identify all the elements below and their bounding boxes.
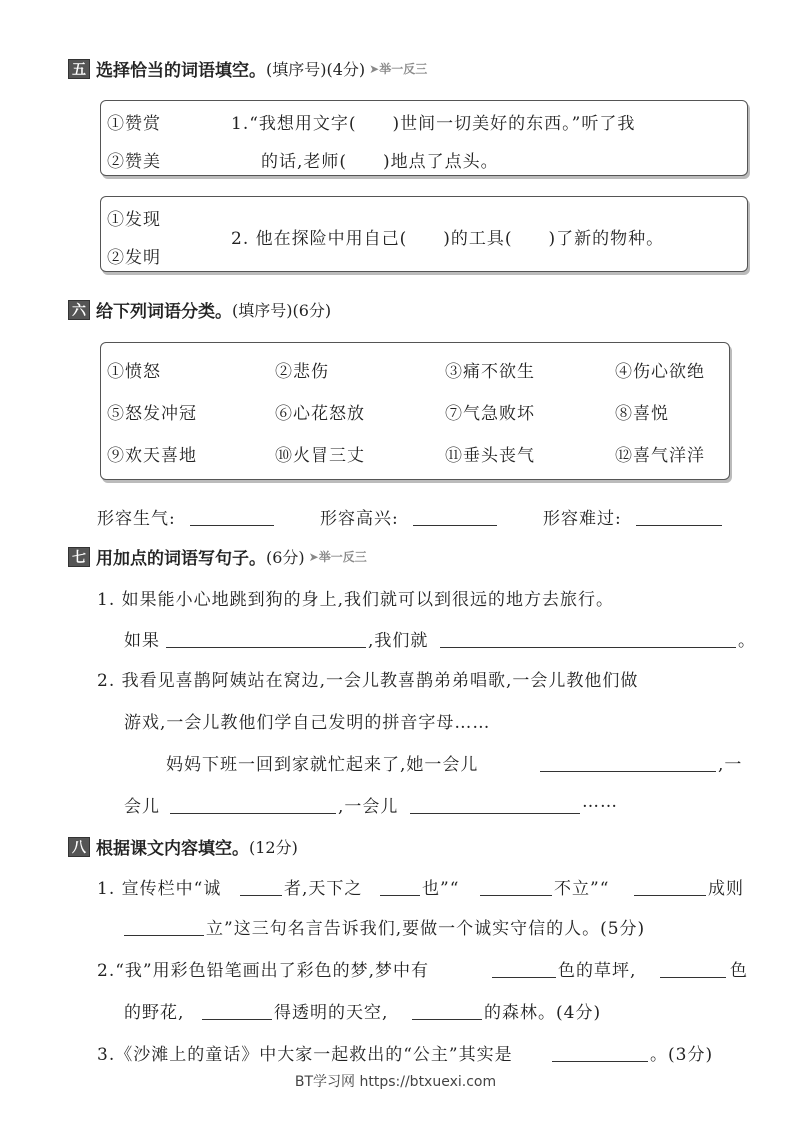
question-8-1-part-e: 成则 xyxy=(708,879,744,899)
section-6-title: 给下列词语分类。 xyxy=(96,302,232,322)
question-8-2-part-b: 色的草坪, xyxy=(558,961,637,981)
section-5-number: 五 xyxy=(68,59,90,79)
question-7-1-prefix: 如果 xyxy=(124,631,160,651)
question-7-2-line-3-end: ,一 xyxy=(718,755,743,775)
word-11: ⑪垂头丧气 xyxy=(445,446,535,466)
option-faxian: ①发现 xyxy=(107,210,161,230)
question-8-1-part-a: 1. 宣传栏中“诚 xyxy=(97,879,222,899)
question-8-2-part-c: 色 xyxy=(730,961,748,981)
question-8-2-blank-4[interactable] xyxy=(412,1018,482,1020)
question-8-2-part-e: 得透明的天空, xyxy=(274,1003,389,1023)
word-3: ③痛不欲生 xyxy=(445,362,535,382)
section-8-note: (12分) xyxy=(249,838,298,857)
section-5-header xyxy=(68,56,427,81)
question-7-2-line-4-end: …… xyxy=(582,792,618,812)
question-8-1-part-f: 立”这三句名言告诉我们,要做一个诚实守信的人。(5分) xyxy=(206,919,646,939)
word-8: ⑧喜悦 xyxy=(615,404,669,424)
section-7-note: (6分) xyxy=(266,548,305,567)
section-6-number: 六 xyxy=(68,300,90,320)
question-7-2-line-2: 游戏,一会儿教他们学自己发明的拼音字母…… xyxy=(124,713,491,733)
section-7-header xyxy=(68,544,367,569)
section-7-title: 用加点的词语写句子。 xyxy=(96,549,266,569)
question-7-2-line-4-prefix: 会儿 xyxy=(124,797,160,817)
category-happy-blank[interactable] xyxy=(413,524,497,526)
question-8-2-blank-2[interactable] xyxy=(660,976,726,978)
question-7-2-line-4-middle: ,一会儿 xyxy=(338,797,399,817)
section-8-title: 根据课文内容填空。 xyxy=(96,839,249,859)
question-8-1-blank-2[interactable] xyxy=(380,894,420,896)
word-6: ⑥心花怒放 xyxy=(275,404,365,424)
question-7-1-end: 。 xyxy=(738,631,756,651)
word-1: ①愤怒 xyxy=(107,362,161,382)
section-5-title: 选择恰当的词语填空。 xyxy=(96,61,266,81)
question-8-3-blank[interactable] xyxy=(552,1060,648,1062)
question-8-3-part-a: 3.《沙滩上的童话》中大家一起救出的“公主”其实是 xyxy=(97,1045,513,1065)
section-5-note: (填序号)(4分) xyxy=(266,60,366,79)
footer-watermark: BT学习网 https://btxuexi.com xyxy=(294,1074,497,1090)
word-7: ⑦气急败坏 xyxy=(445,404,535,424)
word-10: ⑩火冒三丈 xyxy=(275,446,365,466)
question-8-2-part-f: 的森林。(4分) xyxy=(484,1003,602,1023)
section-6-word-box xyxy=(100,342,730,480)
question-7-2-blank-3[interactable] xyxy=(410,812,580,814)
question-7-2-line-1: 2. 我看见喜鹊阿姨站在窝边,一会儿教喜鹊弟弟唱歌,一会儿教他们做 xyxy=(97,671,639,691)
question-8-2-part-a: 2.“我”用彩色铅笔画出了彩色的梦,梦中有 xyxy=(97,961,430,981)
question-7-1-blank-2[interactable] xyxy=(440,646,736,648)
category-angry-label: 形容生气: xyxy=(97,509,176,529)
word-12: ⑫喜气洋洋 xyxy=(615,446,705,466)
question-8-1-blank-4[interactable] xyxy=(634,894,706,896)
question-8-1-blank-3[interactable] xyxy=(480,894,552,896)
section-5-extension-tag: ➤举一反三 xyxy=(369,62,428,76)
question-8-2-blank-3[interactable] xyxy=(202,1018,272,1020)
question-5-1-line-2: 的话,老师( )地点了点头。 xyxy=(261,152,499,172)
word-2: ②悲伤 xyxy=(275,362,329,382)
question-7-2-line-3: 妈妈下班一回到家就忙起来了,她一会儿 xyxy=(166,755,479,775)
question-8-1-part-b: 者,天下之 xyxy=(284,879,363,899)
question-8-1-blank-1[interactable] xyxy=(240,894,282,896)
section-8-header xyxy=(68,834,298,859)
section-5-box-1 xyxy=(100,100,748,176)
question-7-2-blank-2[interactable] xyxy=(170,812,336,814)
question-8-1-part-c: 也”“ xyxy=(422,879,460,899)
question-7-1-middle: ,我们就 xyxy=(368,631,429,651)
question-7-2-blank-1[interactable] xyxy=(540,770,716,772)
word-5: ⑤怒发冲冠 xyxy=(107,404,197,424)
word-4: ④伤心欲绝 xyxy=(615,362,705,382)
section-5-box-2 xyxy=(100,196,748,272)
category-sad-blank[interactable] xyxy=(636,524,722,526)
question-5-2: 2. 他在探险中用自己( )的工具( )了新的物种。 xyxy=(231,229,665,249)
question-7-1: 1. 如果能小心地跳到狗的身上,我们就可以到很远的地方去旅行。 xyxy=(97,590,615,610)
option-zanmei: ②赞美 xyxy=(107,152,161,172)
question-8-1-part-d: 不立”“ xyxy=(554,879,610,899)
section-7-number: 七 xyxy=(68,547,90,567)
option-faming: ②发明 xyxy=(107,248,161,268)
section-7-extension-tag: ➤举一反三 xyxy=(308,550,367,564)
question-7-1-blank-1[interactable] xyxy=(166,646,366,648)
section-8-number: 八 xyxy=(68,837,90,857)
question-5-1-line-1: 1.“我想用文字( )世间一切美好的东西。”听了我 xyxy=(231,114,636,134)
question-8-2-blank-1[interactable] xyxy=(492,976,556,978)
section-6-header xyxy=(68,297,331,322)
category-happy-label: 形容高兴: xyxy=(320,509,399,529)
question-8-3-part-b: 。(3分) xyxy=(650,1045,714,1065)
category-angry-blank[interactable] xyxy=(190,524,274,526)
question-8-2-part-d: 的野花, xyxy=(124,1003,185,1023)
question-8-1-blank-5[interactable] xyxy=(124,934,204,936)
section-6-note: (填序号)(6分) xyxy=(232,301,332,320)
word-9: ⑨欢天喜地 xyxy=(107,446,197,466)
option-zanshang: ①赞赏 xyxy=(107,114,161,134)
category-sad-label: 形容难过: xyxy=(543,509,622,529)
